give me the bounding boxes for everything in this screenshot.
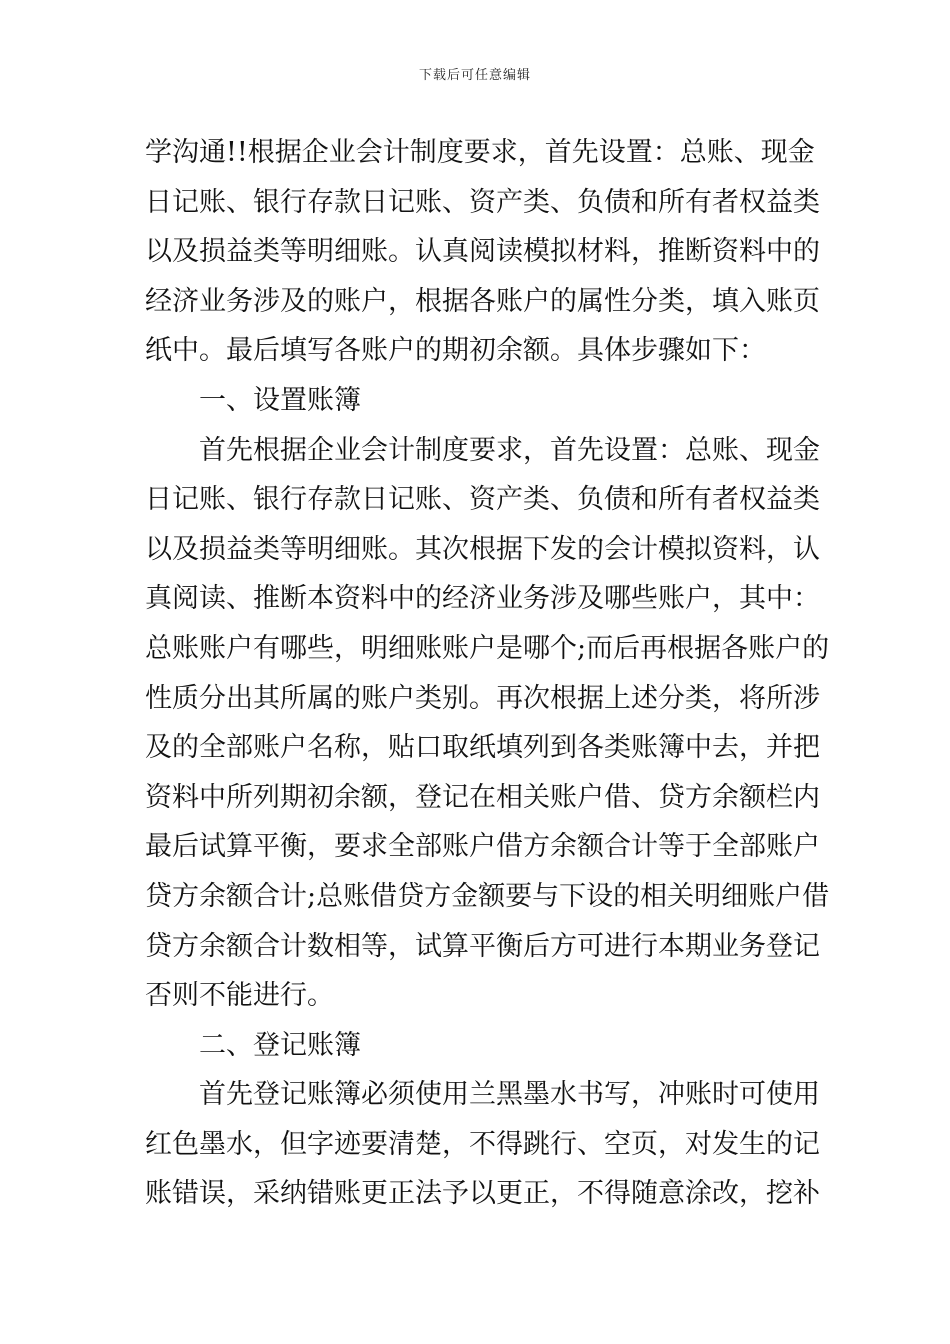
body-text [145,128,830,1219]
text-line: 最后试算平衡，要求全部账户借方余额合计等于全部账户 [145,831,820,863]
text-line: 经济业务涉及的账户，根据各账户的属性分类，填入账页 [145,285,820,317]
text-line: 性质分出其所属的账户类别。再次根据上述分类，将所涉 [145,682,820,714]
text-line: 纸中。最后填写各账户的期初余额。具体步骤如下： [145,335,766,367]
text-line: 账错误，采纳错账更正法予以更正，不得随意涂改，挖补 [145,1178,820,1210]
text-line: 学沟通!!根据企业会计制度要求，首先设置：总账、现金 [145,137,815,168]
text-line: 二、登记账簿 [199,1029,361,1061]
page-header: 下载后可任意编辑 [418,68,531,83]
text-line: 一、设置账簿 [199,384,361,416]
text-line: 资料中所列期初余额，登记在相关账户借、贷方余额栏内 [145,781,820,813]
text-line: 首先根据企业会计制度要求，首先设置：总账、现金 [199,434,820,466]
text-line: 真阅读、推断本资料中的经济业务涉及哪些账户，其中： [145,583,820,615]
text-line: 日记账、银行存款日记账、资产类、负债和所有者权益类 [145,484,820,516]
text-line: 以及损益类等明细账。认真阅读模拟材料，推断资料中的 [145,236,820,268]
text-line: 以及损益类等明细账。其次根据下发的会计模拟资料，认 [145,533,820,565]
text-line: 贷方余额合计数相等，试算平衡后方可进行本期业务登记 [145,930,820,962]
text-line: 贷方余额合计;总账借贷方金额要与下设的相关明细账户借 [145,880,830,912]
text-line: 否则不能进行。 [145,980,334,1012]
text-line: 首先登记账簿必须使用兰黑墨水书写，冲账时可使用 [199,1079,820,1111]
text-line: 总账账户有哪些，明细账账户是哪个;而后再根据各账户的 [145,632,830,664]
text-line: 红色墨水，但字迹要清楚，不得跳行、空页，对发生的记 [145,1128,820,1160]
text-line: 及的全部账户名称，贴口取纸填列到各类账簿中去，并把 [145,732,820,764]
text-line: 日记账、银行存款日记账、资产类、负债和所有者权益类 [145,186,820,218]
